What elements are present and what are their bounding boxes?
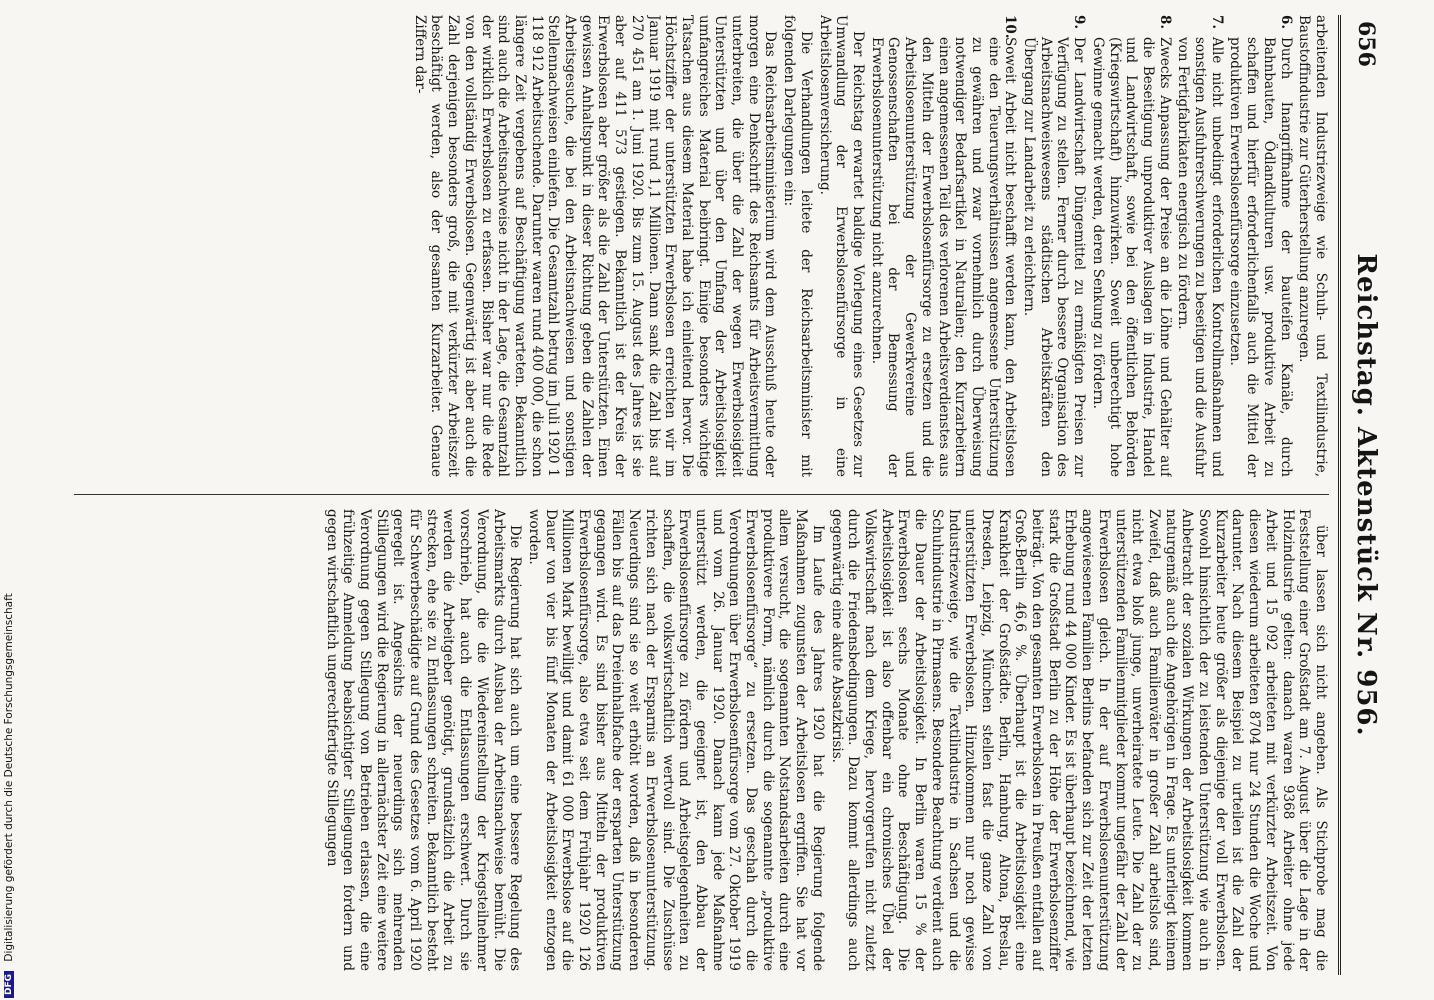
demand-text: Alle nicht unbedingt erforderlichen Kontrollmaßnahmen und sonstigen Ausfuhrerschwerungen zu beseitigen und die Ausfuhr von Fertigfabrikaten energisch zu fördern. (1175, 37, 1225, 477)
page-header (1338, 15, 1385, 975)
demand-text: Durch Inangriffnahme der bauteifen Kanäle, durch Bahnbauten, Ödlandkulturen usw. produktive Arbeit zu schaffen und hierfür erforderlichenfalls auch die Mittel der produktiven Erwerbslosenfürsorge einzusetzen. (1227, 37, 1294, 477)
numbered-demands-list (868, 15, 1294, 477)
resolution-text: Der Reichstag erwartet baldige Vorlegung eines Gesetzes zur Umwandlung der Erwerbslosenfürsorge in eine Arbeitslosenversicherung. (816, 15, 867, 477)
page-title: Reichstag. Aktenstück Nr. 956. (1351, 253, 1381, 737)
demand-number: 8. (1156, 15, 1173, 30)
page-number: 656 (1353, 21, 1379, 67)
demand-item (1089, 15, 1173, 477)
left-column (64, 15, 1329, 477)
demand-text: Der Landwirtschaft Düngemittel zu ermäßigten Preisen zur Verfügung zu stellen. Ferner durch bessere Organisation des Arbeitsnachweiswesens städtischen Arbeitskräften den Übergang zur Landarbeit zu erleichtern. (1021, 37, 1088, 477)
demand-item (1175, 15, 1225, 477)
column-divider (74, 494, 1329, 495)
demand-item (1020, 15, 1087, 477)
right-body-text (323, 509, 1329, 971)
body-paragraph: Die Regierung hat sich auch um eine bessere Regelung des Arbeitsmarkts durch Ausbau der Arbeitsnachweise bemüht. Die Verordnung, die die Wiedereinstellung der Kriegsteilnehmer vorschrieb, hat auch die Entlassungen erschwert. Durch sie werden die Arbeitgeber genötigt, grundsätzlich die Arbeit zu strecken, ehe sie zu Entlassungen schreiten. Bekanntlich besteht für Schwerbeschädigte auf Grund des Gesetzes vom 6. April 1920 geregelt ist. Angesichts der neuerdings sich mehrenden Stillegungen wird die Regierung in allernächster Zeit eine weitere Verordnung gegen Stillegung von Betrieben erlassen, die eine frühzeitige Anmeldung beabsichtigter Stillegungen fordern und gegen wirtschaftlich ungerechtfertigte Stillegungen (323, 509, 524, 971)
demand-number: 7. (1208, 15, 1225, 30)
demand-number: 6. (1277, 15, 1294, 30)
digitization-credit (3, 0, 19, 998)
demand-number: 10. (1002, 15, 1019, 39)
newspaper-page (55, 15, 1385, 975)
demand-text: Zwecks Anpassung der Preise an die Löhne und Gehälter auf die Beseitigung unproduktiver Auslagen in Industrie, Handel und Landwirtschaft, sowie bei den öffentlichen Behörden (Kriegswirtschaft) hinzuwirken. Soweit unberechtigt hohe Gewinne gemacht werden, deren Senkung zu fördern. (1089, 37, 1173, 477)
body-paragraph: über lassen sich nicht angeben. Als Stichprobe mag die Feststellung einer Großstadt am 7. August über die Lage in der Holzindustrie gelten: danach waren 9368 Arbeiter ohne jede Arbeit und 15 092 arbeiteten mit verkürzter Arbeitszeit. Von diesen wiederum arbeiteten 8704 nur 24 Stunden die Woche und darunter. Nach diesem Beispiel zu urteilen ist die Zahl der Kurzarbeiter heute größer als diejenige der voll Erwerbslosen. Sowohl hinsichtlich der zu leistenden Unterstützung wie auch in Anbetracht der sozialen Wirkungen der Arbeitslosigkeit kommen naturgemäß auch die Angehörigen in Frage. Es unterliegt keinem Zweifel, daß auch Familienväter in großer Zahl arbeitslos sind, nicht etwa bloß junge, unverheiratete Leute. Die Zahl der zu unterstützenden Familienmitglieder kommt ungefähr der Zahl der Erwerbslosen gleich. In der auf Erwerbslosenunterstützung angewiesenen Familien Berlins befanden sich zur Zeit der letzten Erhebung rund 44 000 Kinder. Es ist überhaupt bezeichnend, wie stark die Großstadt Berlin zu der Höhe der Erwerbslosenziffer beiträgt. Von den gesamten Erwerbslosen in Preußen entfallen auf Groß-Berlin 46,6 %. Überhaupt ist die Arbeitslosigkeit eine Krankheit der Großstädte. Berlin, Hamburg, Altona, Breslau, Dresden, Leipzig, München stellen fast die ganze Zahl von unterstützten Erwerbslosen. Hinzukommen nur noch gewisse Industriezweige, wie die Textilindustrie in Sachsen und die Schuhindustrie in Pirmasens. Besondere Beachtung verdient auch die Dauer der Arbeitslosigkeit. In Berlin waren 15 % der Erwerbslosen sechs Monate ohne Beschäftigung. Die Arbeitslosigkeit ist also offenbar ein chronisches Übel der Volkswirtschaft nach dem Kriege, hervorgerufen nicht zuletzt durch die Friedensbedingungen. Dazu kommt allerdings auch gegenwärtig eine akute Absatzkrisis. (828, 509, 1329, 971)
demand-number: 9. (1071, 15, 1088, 30)
demand-item (868, 15, 1018, 477)
demand-text: Soweit Arbeit nicht beschafft werden kann, den Arbeitslosen eine den Teuerungsverhältnissen angemessene Unterstützung zu gewähren und zwar vornehmlich durch Überweisung notwendiger Bedarfsartikel in Naturalien; den Kurzarbeitern einen angemessenen Teil des verlorenen Arbeitsverdienstes aus den Mitteln der Erwerbslosenfürsorge zu ersetzen und die Arbeitslosenunterstützung der Gewerkvereine und Genossenschaften bei der Bemessung der Erwerbslosenunterstützung nicht anzurechnen. (868, 37, 1019, 477)
lead-text: arbeitenden Industriezweige wie Schuh- und Textilindustrie, Baustoffindustrie zur Güterherstellung anzuregen. (1296, 15, 1329, 477)
credit-text: Digitalisierung gefördert durch die Deutsche Forschungsgemeinschaft (3, 593, 15, 962)
dfg-logo-icon: DFG (4, 971, 14, 998)
left-body-text (411, 15, 778, 477)
demand-item (1227, 15, 1294, 477)
intro-text: Die Verhandlungen leitete der Reichsarbeitsminister mit folgenden Darlegungen ein: (781, 15, 814, 477)
body-paragraph: Das Reichsarbeitsministerium wird dem Ausschuß heute oder morgen eine Denkschrift des Reichsamts für Arbeitsvermittlung unterbreiten, die über die Zahl der wegen Erwerbslosigkeit Unterstützten und über den Umfang der Arbeitslosigkeit umfangreiches Material beibringt. Einige besonders wichtige Tatsachen aus diesem Material habe ich einleitend hervor. Die Höchstziffer der unterstützten Erwerbslosen erreichten wir im Januar 1919 mit rund 1,1 Millionen. Dann sank die Zahl bis auf 270 451 am 1. Juni 1920. Bis zum 15. August des Jahres ist sie aber auf 411 573 gestiegen. Bekanntlich ist der Kreis der Erwerbslosen aber größer als die Zahl der Unterstützten. Einen gewissen Anhaltspunkt in dieser Richtung geben die Zahlen der Arbeitsgesuche, die bei den Arbeitsnachweisen und sonstigen Stellennachweisen einliefen. Die Gesamtzahl betrug im Juli 1920 1 118 912 Arbeitsuchende. Darunter waren rund 400 000, die schon längere Zeit vergebens auf Beschäftigung warteten. Bekanntlich sind auch die Arbeitsnachweise nicht in der Lage, die Gesamtzahl der wirklich Erwerbslosen zu erfassen. Bisher war nur die Rede von den vollständig Erwerbslosen. Gegenwärtig ist aber auch die Zahl derjenigen besonders groß, die mit verkürzter Arbeitszeit beschäftigt werden, also der gesamten Kurzarbeiter. Genaue Ziffern dar- (411, 15, 779, 477)
body-paragraph: Im Laufe des Jahres 1920 hat die Regierung folgende Maßnahmen zugunsten der Arbeitslosen ergriffen. Sie hat vor allem versucht, die sogenannten Notstandsarbeiten durch eine produktivere Form, nämlich durch die sogenannte „produktive Erwerbslosenfürsorge“ zu ersetzen. Das geschah durch die Verordnungen über Erwerbslosenfürsorge vom 27. Oktober 1919 und vom 26. Januar 1920. Danach kann jede Maßnahme unterstützt werden, die geeignet ist, den Abbau der Erwerbslosenfürsorge zu fördern und Arbeitsgelegenheiten zu schaffen, die volkswirtschaftlich wertvoll sind. Die Zuschüsse richten sich nach der Ersparnis an Erwerbslosenunterstützung. Neuerdings sind sie so weit erhöht worden, daß in besonderen Fällen bis auf das Dreieinhalbfache der ersparten Unterstützung gegangen wird. Es sind bisher aus Mitteln der produktiven Erwerbslosenfürsorge, also etwa seit dem Frühjahr 1920 126 Millionen Mark bewilligt und damit 61 000 Erwerbslose auf die Dauer von vier bis fünf Monaten der Arbeitslosigkeit entzogen worden. (525, 509, 826, 971)
right-column (64, 509, 1329, 971)
